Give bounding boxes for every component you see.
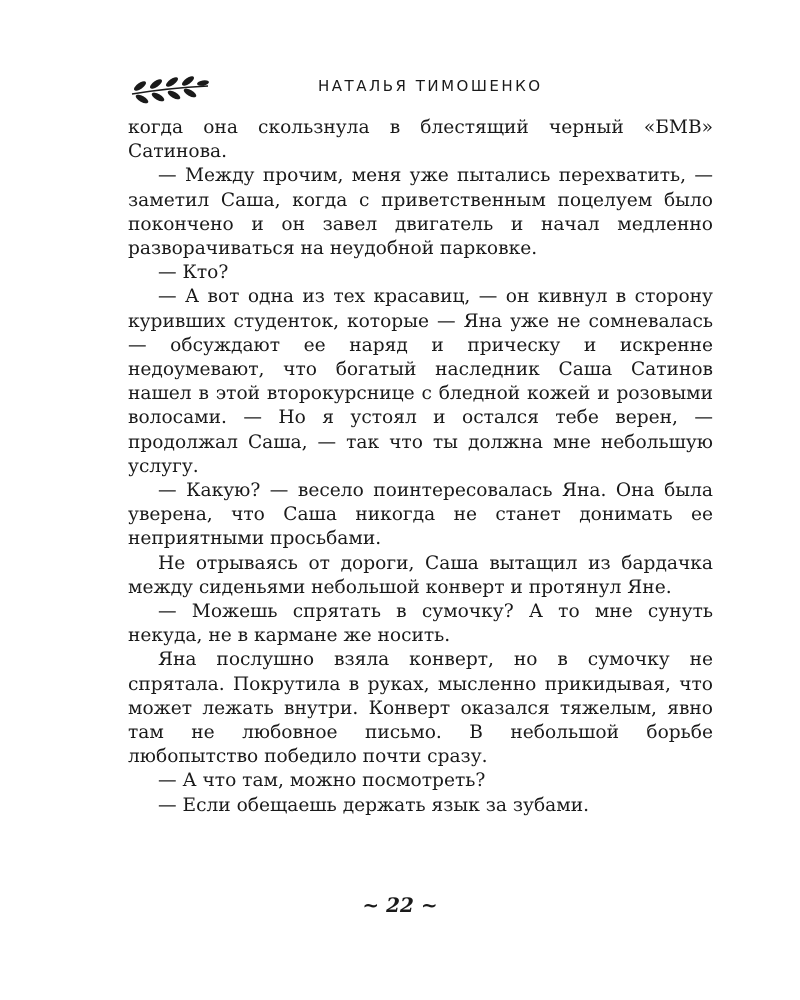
running-header [128, 70, 688, 106]
paragraph: когда она скользнула в блестящий черный «БМВ» Сатинова. [128, 117, 713, 163]
paragraph: Не отрываясь от дороги, Саша вытащил из бардачка между сиденьями небольшой конверт и протянул Яне. [128, 552, 713, 598]
body-text [128, 116, 713, 818]
paragraph: — Кто? [158, 262, 229, 284]
paragraph: — А что там, можно посмотреть? [158, 770, 486, 792]
paragraph: — Какую? — весело поинтересовалась Яна. Она была уверена, что Саша никогда не станет донимать ее неприятными просьбами. [128, 480, 713, 550]
paragraph: Яна послушно взяла конверт, но в сумочку не спрятала. Покрутила в руках, мысленно прикидывая, что может лежать внутри. Конверт оказался тяжелым, явно там не любовное письмо. В небольшой борьбе любопытство победило почти сразу. [128, 649, 713, 768]
author-name: НАТАЛЬЯ ТИМОШЕНКО [318, 77, 543, 95]
paragraph: — А вот одна из тех красавиц, — он кивнул в сторону куривших студенток, которые — Яна уже не сомневалась — обсуждают ее наряд и прическу и искренне недоумевают, что богатый наследник Саша Сатинов нашел в этой второкурснице с бледной кожей и розовыми волосами. — Но я устоял и остался тебе верен, — продолжал Саша, — так что ты должна мне небольшую услугу. [128, 286, 713, 477]
paragraph: — Можешь спрятать в сумочку? А то мне сунуть некуда, не в кармане же носить. [128, 601, 713, 647]
paragraph: — Если обещаешь держать язык за зубами. [158, 794, 590, 816]
paragraph: — Между прочим, меня уже пытались перехватить, — заметил Саша, когда с приветственным поцелуем было покончено и он завел двигатель и начал медленно разворачиваться на неудобной парковке. [128, 165, 713, 260]
leaf-branch-icon [128, 74, 210, 104]
page-number: ~ 22 ~ [362, 893, 438, 917]
